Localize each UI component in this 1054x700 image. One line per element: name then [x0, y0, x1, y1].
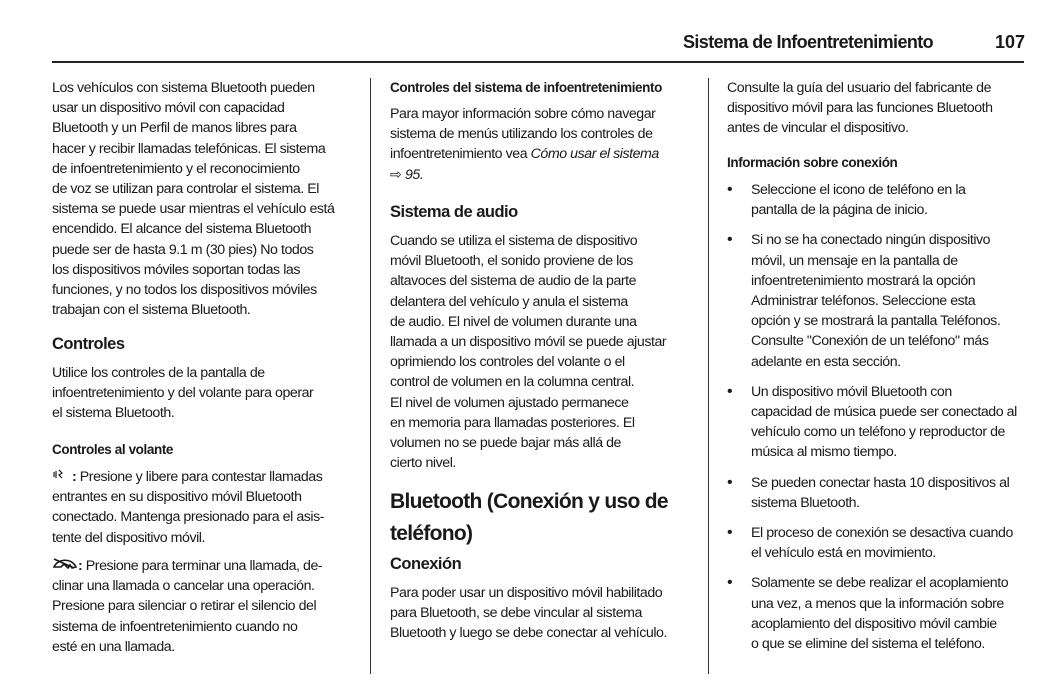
- separator: :: [72, 469, 77, 485]
- text-line: Cuando se utiliza el sistema de dispositivo: [390, 233, 638, 249]
- text-line: Un dispositivo móvil Bluetooth con: [751, 383, 952, 400]
- reference-arrow-icon: ⇨: [390, 166, 402, 183]
- push-to-talk-paragraph: [52, 466, 362, 548]
- text-line: adelante en esta sección.: [751, 353, 901, 370]
- text-line: volumen no se puede bajar más allá de: [390, 435, 622, 452]
- column-divider: [370, 78, 371, 674]
- text-line: cierto nivel.: [390, 455, 456, 472]
- list-item: [727, 230, 1027, 371]
- first-line: [52, 555, 362, 576]
- text-line: Bluetooth y un Perfil de manos libres para: [52, 120, 297, 137]
- end-call-icon: [52, 555, 78, 575]
- text-line: esté en una llamada.: [52, 638, 175, 655]
- controles-paragraph: [52, 363, 362, 424]
- text-line: conectado. Mantenga presionado para el asis-: [52, 509, 325, 526]
- line-text: Presione para terminar una llamada, de-: [85, 558, 323, 574]
- text-line: Bluetooth y luego se debe conectar al vehículo.: [390, 625, 667, 642]
- text-line: El nivel de volumen ajustado permanece: [390, 394, 629, 411]
- subheading-controles-volante: Controles al volante: [52, 442, 174, 457]
- first-line: [52, 466, 362, 487]
- line: [390, 165, 700, 185]
- bullet-icon: •: [727, 524, 733, 541]
- text-line: Si no se ha conectado ningún dispositivo: [751, 232, 991, 249]
- header-rule: [52, 61, 1024, 63]
- text-line: sistema de infoentretenimiento cuando no: [52, 618, 298, 635]
- subheading-informacion-conexion: Información sobre conexión: [727, 155, 898, 170]
- text-line: infoentretenimiento y del volante para operar: [52, 385, 314, 402]
- text-line: control de volumen en la columna central.: [390, 374, 635, 391]
- text-line: Consulte la guía del usuario del fabricante de: [727, 80, 992, 96]
- text-line: Seleccione el icono de teléfono en la: [751, 182, 966, 198]
- text-line: El proceso de conexión se desactiva cuando: [751, 525, 1013, 541]
- text-line: una vez, a menos que la información sobre: [751, 595, 1004, 612]
- text-line: para Bluetooth, se debe vincular al sistema: [390, 605, 642, 622]
- text-line: dispositivo móvil para las funciones Bluetooth: [727, 100, 993, 117]
- text-line: encendido. El alcance del sistema Bluetooth: [52, 221, 312, 238]
- list-item: [727, 573, 1027, 654]
- page-number: 107: [995, 32, 1026, 52]
- text-line: Los vehículos con sistema Bluetooth pueden: [52, 80, 315, 96]
- text-line: oprimiendo los controles del volante o el: [390, 354, 625, 371]
- text-line: de audio. El nivel de volumen durante una: [390, 313, 637, 330]
- text-line: altavoces del sistema de audio de la parte: [390, 273, 637, 290]
- list-item-text: [751, 180, 1027, 220]
- text-line: Administrar teléfonos. Seleccione esta: [751, 293, 976, 309]
- text-line: Solamente se debe realizar el acoplamiento: [751, 575, 1009, 592]
- bullet-icon: •: [727, 574, 733, 592]
- infoent-paragraph: [390, 104, 700, 185]
- list-item-text: [751, 230, 1027, 371]
- line-text: Presione y libere para contestar llamadas: [79, 469, 323, 485]
- list-item: [727, 382, 1027, 463]
- list-item-text: [751, 573, 1027, 654]
- text-line: infoentretenimiento mostrará la opción: [751, 272, 976, 289]
- cross-reference-link[interactable]: Cómo usar el sistema: [530, 146, 659, 163]
- line-text: infoentretenimiento vea: [390, 146, 531, 163]
- text-line: clinar una llamada o cancelar una operación.: [52, 578, 315, 595]
- remaining-lines: [52, 576, 362, 657]
- lines: [390, 104, 700, 144]
- text-line: usar un dispositivo móvil con capacidad: [52, 100, 285, 117]
- push-to-talk-icon: [52, 466, 72, 486]
- text-line: o que se elimine del sistema el teléfono.: [751, 636, 985, 652]
- text-line: móvil Bluetooth, el sonido proviene de los: [390, 253, 633, 270]
- text-line: antes de vincular el dispositivo.: [727, 120, 909, 137]
- text-line: en memoria para llamadas posteriores. El: [390, 414, 635, 431]
- text-line: móvil, un mensaje en la pantalla de: [751, 252, 958, 269]
- text-line: Se pueden conectar hasta 10 dispositivos al: [751, 474, 1010, 491]
- list-item-text: [751, 523, 1027, 563]
- text-line: el vehículo está en movimiento.: [751, 545, 936, 562]
- list-item: [727, 180, 1027, 220]
- text-line: Para poder usar un dispositivo móvil habilitado: [390, 585, 663, 601]
- text-line: puede ser de hasta 9.1 m (30 pies) No todos: [52, 241, 314, 258]
- text-line: trabajan con el sistema Bluetooth.: [52, 302, 251, 319]
- text-line: de voz se utilizan para controlar el sistema. El: [52, 181, 320, 198]
- text-line: entrantes en su dispositivo móvil Bluetooth: [52, 489, 302, 506]
- intro-paragraph: [52, 78, 362, 320]
- text-line: música al mismo tiempo.: [751, 444, 897, 461]
- consult-paragraph: [727, 78, 1037, 139]
- list-item-text: [751, 473, 1027, 513]
- audio-paragraph: [390, 231, 700, 473]
- text-line: vehículo como un teléfono y reproductor de: [751, 424, 1005, 441]
- text-line: los dispositivos móviles soportan todas las: [52, 261, 300, 278]
- bullet-icon: •: [727, 181, 733, 198]
- chapter-heading-bluetooth: [390, 486, 700, 550]
- bullet-icon: •: [727, 231, 733, 249]
- text-line: tente del dispositivo móvil.: [52, 529, 206, 546]
- text-line: delantera del vehículo y anula el sistema: [390, 293, 628, 310]
- column-divider: [708, 78, 709, 674]
- text-line: Para mayor información sobre cómo navegar: [390, 106, 656, 122]
- bullet-icon: •: [727, 382, 733, 400]
- heading-line: teléfono): [390, 522, 473, 545]
- conexion-paragraph: [390, 583, 700, 644]
- section-heading-conexion: Conexión: [390, 555, 462, 573]
- text-line: de infoentretenimiento y el reconocimiento: [52, 160, 300, 177]
- text-line: sistema se puede usar mientras el vehículo está: [52, 201, 335, 218]
- text-line: pantalla de la página de inicio.: [751, 202, 928, 219]
- remaining-lines: [52, 487, 362, 548]
- section-heading-audio: Sistema de audio: [390, 203, 518, 221]
- line: [390, 144, 700, 164]
- end-call-paragraph: [52, 555, 362, 657]
- text-line: funciones, y no todos los dispositivos móviles: [52, 282, 317, 299]
- text-line: Presione para silenciar o retirar el silencio del: [52, 598, 317, 615]
- text-line: hacer y recibir llamadas telefónicas. El sistema: [52, 140, 326, 157]
- list-item: [727, 523, 1027, 563]
- text-line: opción y se mostrará la pantalla Teléfonos.: [751, 313, 1001, 330]
- text-line: sistema Bluetooth.: [751, 494, 860, 511]
- text-line: Utilice los controles de la pantalla de: [52, 365, 265, 381]
- bullet-icon: •: [727, 473, 733, 491]
- list-item: [727, 473, 1027, 513]
- text-line: llamada a un dispositivo móvil se puede ajustar: [390, 334, 667, 351]
- text-line: el sistema Bluetooth.: [52, 405, 175, 422]
- heading-line: Bluetooth (Conexión y uso de: [390, 490, 668, 513]
- text-line: sistema de menús utilizando los controles de: [390, 126, 653, 143]
- running-header-title: Sistema de Infoentretenimiento: [683, 32, 934, 52]
- section-heading-controles: Controles: [52, 335, 125, 353]
- list-item-text: [751, 382, 1027, 463]
- text-line: capacidad de música puede ser conectado al: [751, 404, 1017, 420]
- subheading-controles-infoentretenimiento: Controles del sistema de infoentretenimiento: [390, 80, 662, 95]
- text-line: Consulte "Conexión de un teléfono" más: [751, 333, 989, 350]
- page-reference-link[interactable]: 95.: [404, 166, 424, 183]
- separator: :: [78, 558, 83, 574]
- text-line: acoplamiento del dispositivo móvil cambie: [751, 615, 997, 632]
